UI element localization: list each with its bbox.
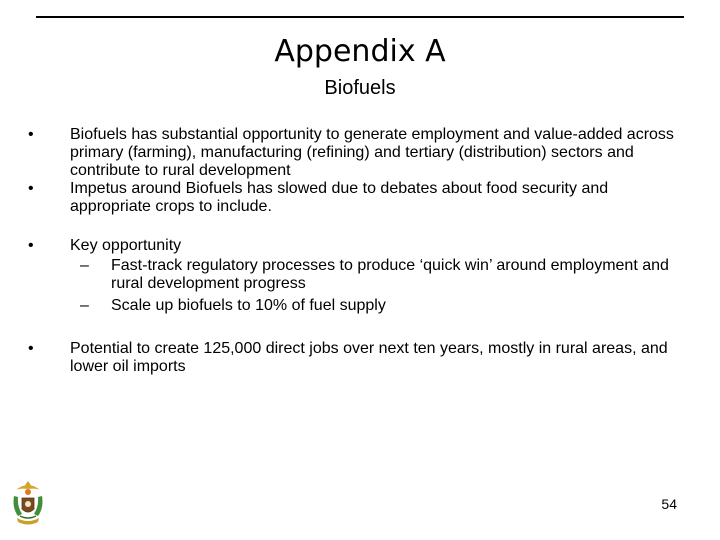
slide-subtitle: Biofuels <box>324 77 396 99</box>
bullet-item <box>28 126 688 180</box>
page-number: 54 <box>661 496 677 512</box>
bullet-dot: • <box>28 180 34 197</box>
bullet-item <box>28 180 688 216</box>
bullet-item <box>28 237 688 315</box>
bullet-text: Key opportunity <box>70 237 182 254</box>
sub-bullet-text: Scale up biofuels to 10% of fuel supply <box>111 297 386 314</box>
bullet-dot: • <box>28 126 34 143</box>
bullet-text: Impetus around Biofuels has slowed due to debates about food security and appropriate crops to include. <box>70 180 609 215</box>
sub-bullet-list <box>70 257 688 315</box>
bullet-text: Potential to create 125,000 direct jobs over next ten years, mostly in rural areas, and lower oil imports <box>70 340 668 375</box>
slide-title: Appendix A <box>274 34 446 69</box>
bullet-item <box>28 340 688 376</box>
bullet-list <box>28 126 688 376</box>
sub-bullet-text: Fast-track regulatory processes to produce ‘quick win’ around employment and rural development progress <box>111 257 669 292</box>
coat-of-arms-icon <box>8 478 48 528</box>
sub-bullet-dash: – <box>80 257 89 274</box>
sub-bullet-dash: – <box>80 297 89 314</box>
bullet-dot: • <box>28 340 34 357</box>
bullet-dot: • <box>28 237 34 254</box>
top-rule <box>36 16 684 18</box>
bullet-text: Biofuels has substantial opportunity to generate employment and value-added across primary (farming), manufacturing (refining) and tertiary (distribution) sectors and contribute to rural development <box>70 126 674 179</box>
sub-bullet-item <box>80 297 688 315</box>
sub-bullet-item <box>80 257 688 293</box>
